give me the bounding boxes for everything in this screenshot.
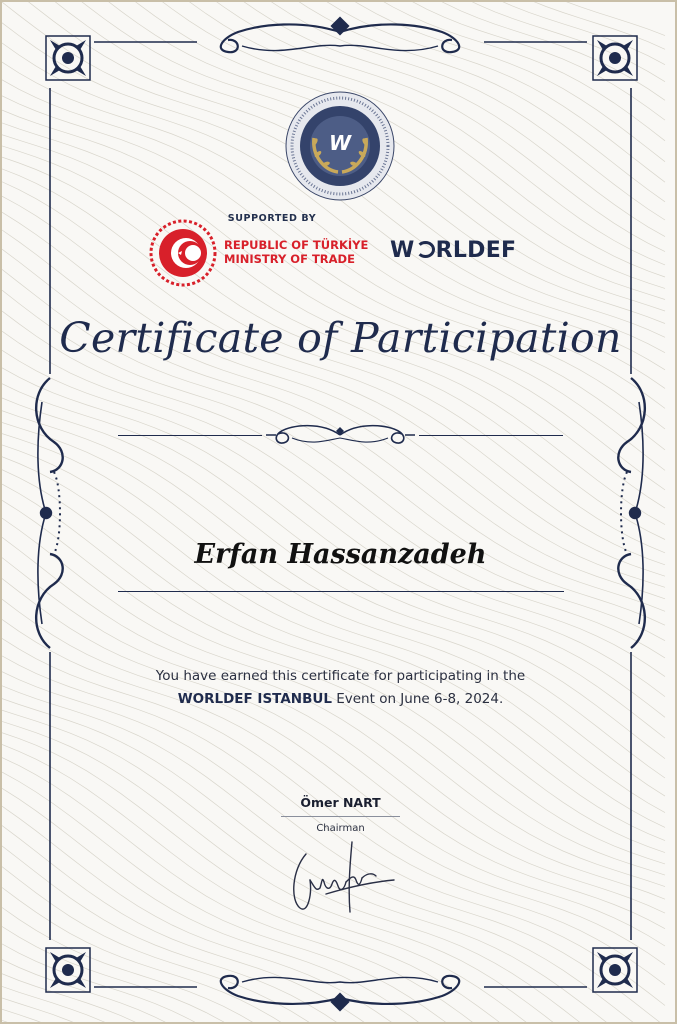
- divider-ornament: [262, 420, 419, 450]
- ministry-line-1: REPUBLIC OF TÜRKİYE: [224, 238, 369, 252]
- ministry-line-2: MINISTRY OF TRADE: [224, 252, 355, 266]
- worldef-logo-prefix: W: [390, 238, 415, 263]
- corner-ornament-bottom-left: [46, 948, 90, 992]
- signatory-name: Ömer NART: [300, 795, 381, 810]
- ministry-seal-icon: [148, 218, 218, 288]
- recipient-name: Erfan Hassanzadeh: [194, 539, 487, 570]
- title-divider-right: [419, 435, 563, 436]
- title-divider-left: [118, 435, 262, 436]
- emblem-letter: W: [328, 131, 352, 155]
- corner-ornament-top-left: [46, 36, 90, 80]
- certificate-body: [2, 665, 677, 711]
- signature-line: [281, 816, 400, 817]
- worldef-logo: [390, 238, 516, 263]
- recipient-underline: [118, 591, 564, 592]
- top-flourish: [221, 18, 459, 52]
- body-line-2: [2, 688, 677, 711]
- bottom-flourish: [221, 976, 459, 1010]
- supported-by-label: SUPPORTED BY: [227, 213, 317, 224]
- certificate-title: Certificate of Participation: [59, 314, 622, 362]
- corner-ornament-top-right: [593, 36, 637, 80]
- ministry-name: [224, 238, 368, 266]
- corner-ornament-bottom-right: [593, 948, 637, 992]
- left-side-flourish: [36, 378, 63, 648]
- signatory-role: Chairman: [316, 823, 365, 834]
- worldef-logo-suffix: RLDEF: [435, 238, 517, 263]
- worldef-emblem: [284, 90, 396, 202]
- worldef-logo-o-icon: [416, 241, 435, 258]
- body-line-1: You have earned this certificate for participating in the: [155, 668, 526, 684]
- right-side-flourish: [618, 378, 645, 648]
- event-name: WORLDEF ISTANBUL: [177, 691, 332, 707]
- handwritten-signature: [286, 834, 398, 918]
- event-details: Event on June 6-8, 2024.: [331, 691, 504, 707]
